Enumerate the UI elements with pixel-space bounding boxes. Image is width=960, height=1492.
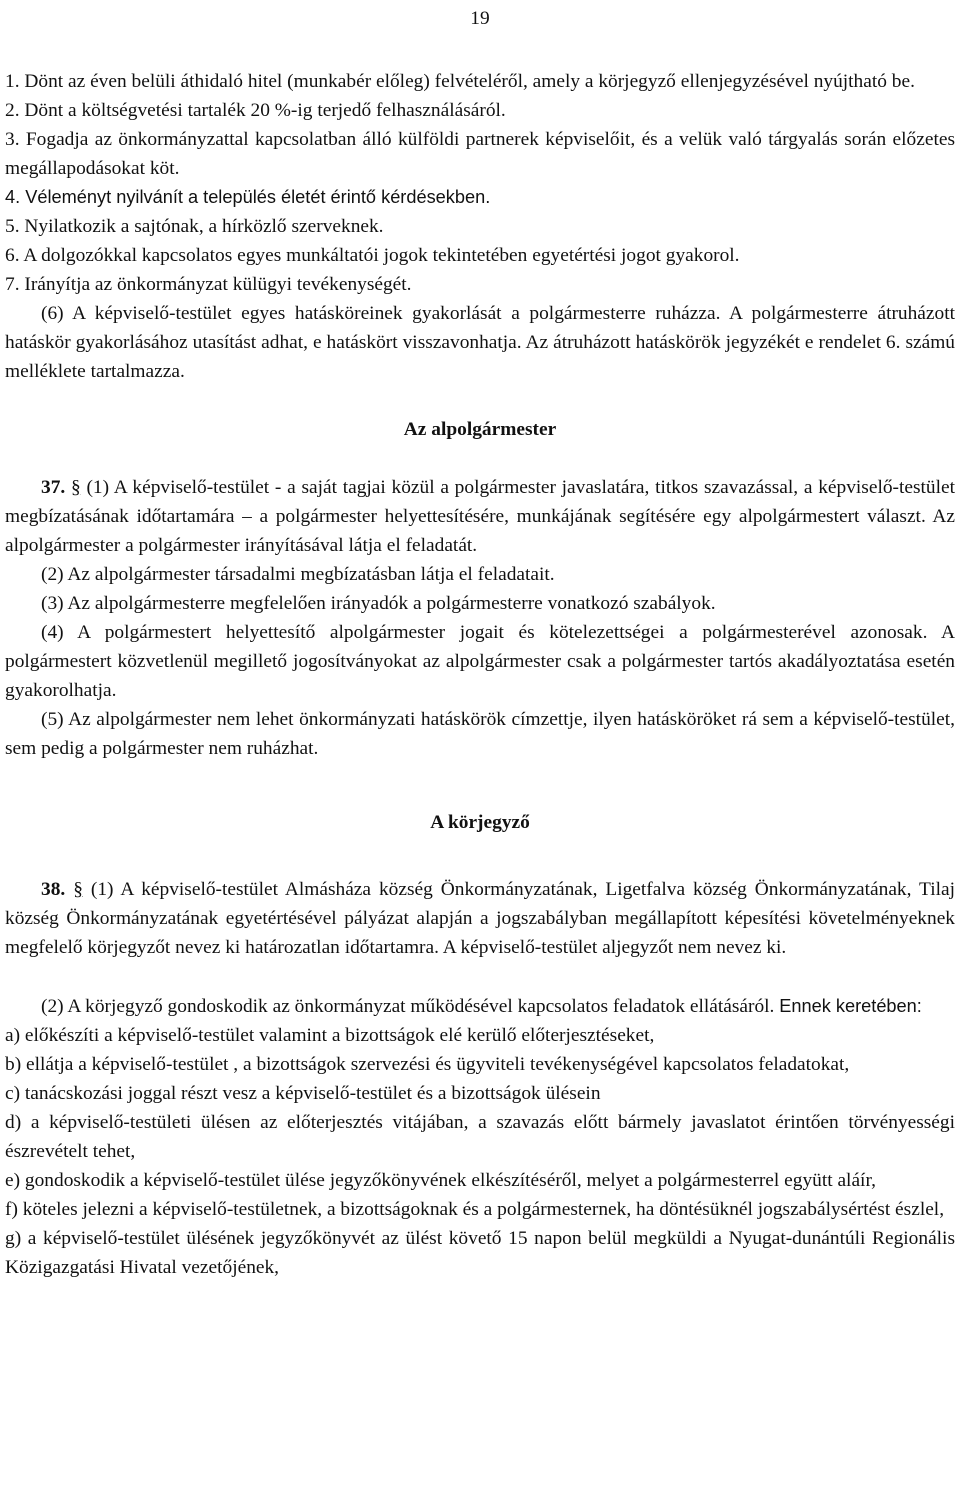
list-item-2: 2. Dönt a költségvetési tartalék 20 %-ig terjedő felhasználásáról. (5, 100, 506, 121)
section-37-paragraph-3: (3) Az alpolgármesterre megfelelően irányadók a polgármesterre vonatkozó szabályok. (41, 593, 716, 614)
section-37-paragraph-1 (5, 473, 955, 560)
section-37-number: 37. (41, 477, 66, 498)
section-37-paragraph-5: (5) Az alpolgármester nem lehet önkormányzati hatáskörök címzettje, ilyen hatásköröket rá sem a képviselő-testület, sem pedig a polgármester nem ruházhat. (5, 709, 955, 759)
list-item-3: 3. Fogadja az önkormányzattal kapcsolatban álló külföldi partnerek képviselőit, és a velük való tárgyalás során előzetes megállapodásokat köt. (5, 129, 955, 179)
section-37-symbol: § (71, 477, 81, 498)
list-item-7: 7. Irányítja az önkormányzat külügyi tevékenységét. (5, 274, 412, 295)
duty-item-g: g) a képviselő-testület ülésének jegyzőkönyvét az ülést követő 15 napon belül megküldi a Nyugat-dunántúli Regionális Közigazgatási Hivatal vezetőjének, (5, 1228, 955, 1278)
section-38-paragraph-2 (5, 992, 955, 1021)
page-content (5, 67, 955, 1282)
duty-item-c: c) tanácskozási joggal részt vesz a képviselő-testület és a bizottságok ülésein (5, 1083, 601, 1104)
section-37-paragraph-2: (2) Az alpolgármester társadalmi megbízatásban látja el feladatait. (41, 564, 555, 585)
section-37-paragraph-4: (4) A polgármestert helyettesítő alpolgármester jogait és kötelezettségei a polgármesterével azonosak. A polgármestert közvetlenül megillető jogosítványokat az alpolgármester csak a polgármester tartós akadályoztatása esetén gyakorolhatja. (5, 622, 955, 701)
section-38-paragraph-1 (5, 875, 955, 962)
heading-korjegyzo: A körjegyző (430, 812, 530, 833)
list-item-4: 4. Véleményt nyilvánít a település életét érintő kérdésekben. (5, 187, 491, 207)
list-item-1: 1. Dönt az éven belüli áthidaló hitel (munkabér előleg) felvételéről, amely a körjegyző ellenjegyzésével nyújtható be. (5, 71, 915, 92)
duty-item-e: e) gondoskodik a képviselő-testület ülése jegyzőkönyvének elkészítéséről, melyet a polgármesterrel együtt aláír, (5, 1170, 876, 1191)
section-38-number: 38. (41, 879, 66, 900)
list-item-5: 5. Nyilatkozik a sajtónak, a hírközlő szerveknek. (5, 216, 384, 237)
section-38-symbol: § (73, 879, 83, 900)
duty-item-d: d) a képviselő-testületi ülésen az előterjesztés vitájában, a szavazás előtt bármely javaslatot érintően törvényességi észrevételt tehet, (5, 1112, 955, 1162)
section-38-paragraph-1-text: (1) A képviselő-testület Almásháza község Önkormányzatának, Ligetfalva község Önkormányzatának, Tilaj község Önkormányzatának egyetértésével pályázat alapján a jogszabályban megállapított képesítési követelményeknek megfelelő körjegyzőt nevez ki határozatlan időtartamra. A képviselő-testület aljegyzőt nem nevez ki. (5, 879, 955, 958)
duty-item-f: f) köteles jelezni a képviselő-testületnek, a bizottságoknak és a polgármesternek, ha döntésüknél jogszabálysértést észlel, (5, 1199, 945, 1220)
list-item-6: 6. A dolgozókkal kapcsolatos egyes munkáltatói jogok tekintetében egyetértési jogot gyakorol. (5, 245, 740, 266)
heading-alpolgarmester: Az alpolgármester (403, 419, 557, 440)
page-number: 19 (470, 8, 490, 29)
duty-item-b: b) ellátja a képviselő-testület , a bizottságok szervezési és ügyviteli tevékenységével kapcsolatos feladatokat, (5, 1054, 850, 1075)
section-37-paragraph-1-text: (1) A képviselő-testület - a saját tagjai közül a polgármester javaslatára, titkos szavazással, a képviselő-testület megbízatásának időtartamára – a polgármester helyettesítésére, munkájának segítésére egy alpolgármestert választ. Az alpolgármester a polgármester irányításával látja el feladatát. (5, 477, 956, 556)
section-38-paragraph-2-lead: Ennek keretében: (779, 996, 922, 1016)
section-38-paragraph-2-text: (2) A körjegyző gondoskodik az önkormányzat működésével kapcsolatos feladatok ellátásáról. (41, 996, 775, 1017)
paragraph-6: (6) A képviselő-testület egyes hatásköreinek gyakorlását a polgármesterre ruházza. A polgármesterre átruházott hatáskör gyakorlásához utasítást adhat, e hatáskört visszavonhatja. Az átruházott hatáskörök jegyzékét e rendelet 6. számú melléklete tartalmazza. (5, 303, 955, 382)
duty-item-a: a) előkészíti a képviselő-testület valamint a bizottságok elé kerülő előterjesztéseket, (5, 1025, 655, 1046)
